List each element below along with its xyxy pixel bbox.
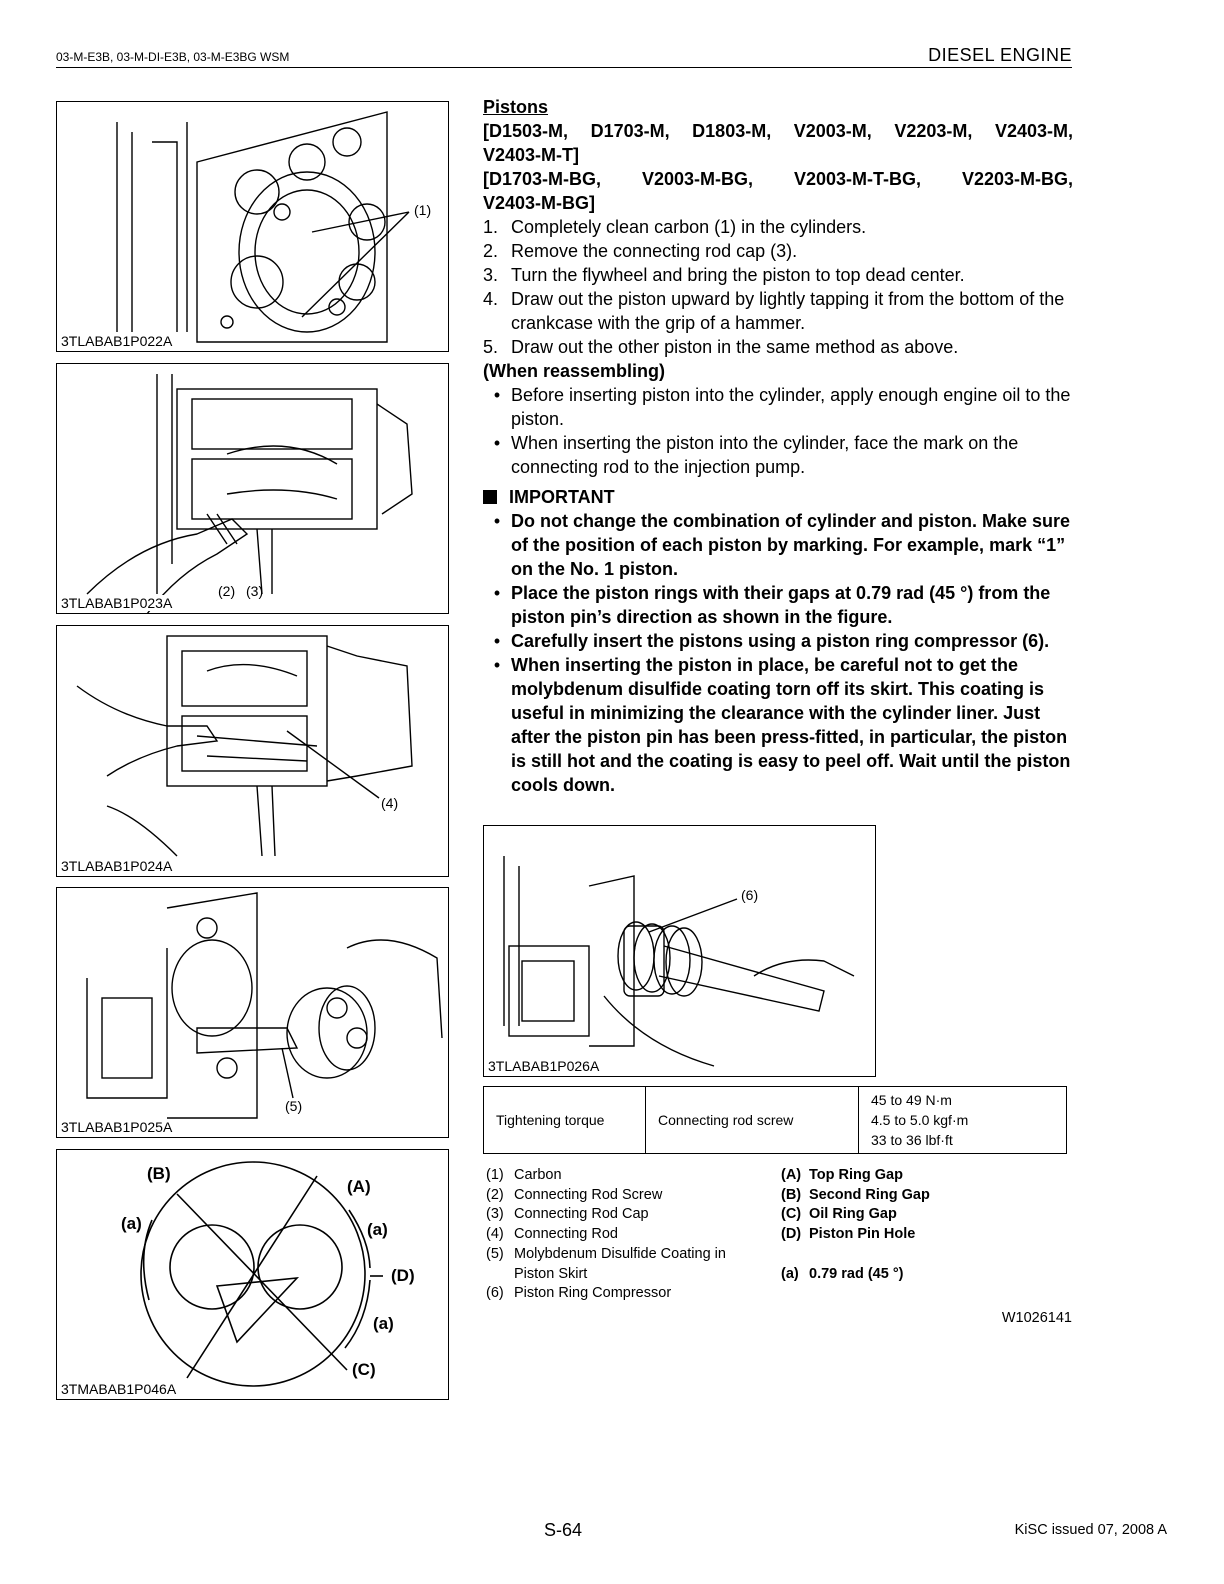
important-item: • Carefully insert the pistons using a piston ring compressor (6). [493, 631, 1050, 651]
engine-block-illustration-3 [57, 626, 449, 877]
legend-item: (4) Connecting Rod [486, 1226, 618, 1243]
legend-item: (A) Top Ring Gap [781, 1167, 903, 1183]
label-A: (A) [347, 1177, 371, 1196]
figure-code: 3TLABAB1P022A [61, 333, 173, 349]
reassembly-heading: (When reassembling) [483, 361, 666, 381]
important-item: • Do not change the combination of cylinder and piston. Make sure of the position of each piston by marking. For example, mark “1” on the No. 1 piston. [493, 511, 1071, 579]
bullet-item: • Before inserting piston into the cylinder, apply enough engine oil to the piston. [493, 385, 1071, 429]
label-B: (B) [147, 1164, 171, 1183]
legend-item: (6) Piston Ring Compressor [486, 1285, 672, 1302]
torque-part: Connecting rod screw [646, 1087, 859, 1154]
legend-parts [486, 1166, 726, 1304]
legend-item: (2) Connecting Rod Screw [486, 1186, 663, 1203]
step-item: 4. Draw out the piston upward by lightly tapping it from the bottom of the crankcase with the grip of a hammer. [483, 289, 1065, 333]
issue-info: KiSC issued 07, 2008 A [1014, 1522, 1167, 1538]
step-item: 3. Turn the flywheel and bring the piston to top dead center. [483, 265, 965, 285]
legend-item: (3) Connecting Rod Cap [486, 1206, 649, 1223]
label-a-right-top: (a) [367, 1220, 388, 1239]
step-item: 5. Draw out the other piston in the same method as above. [483, 337, 959, 357]
figure-code: 3TLABAB1P024A [61, 858, 173, 874]
page-number: S-64 [544, 1520, 583, 1540]
legend-item: (5) Molybdenum Disulfide Coating in [486, 1245, 726, 1262]
legend-item: (C) Oil Ring Gap [781, 1206, 897, 1223]
legend-ring-gaps [781, 1166, 930, 1284]
legend-item: (a) 0.79 rad (45 °) [781, 1265, 904, 1282]
models-list-1: [D1503-M, D1703-M, D1803-M, V2003-M, V2203-M, V2403-M, [483, 121, 1073, 141]
figure-code: 3TLABAB1P025A [61, 1119, 173, 1135]
document-code: W1026141 [1001, 1310, 1072, 1326]
label-C: (C) [352, 1360, 376, 1379]
bullet-item: • When inserting the piston into the cylinder, face the mark on the connecting rod to the injection pump. [493, 433, 1019, 477]
legend-item: (B) Second Ring Gap [781, 1186, 930, 1203]
models-list-2: [D1703-M-BG, V2003-M-BG, V2003-M-T-BG, V2203-M-BG, [483, 169, 1073, 189]
main-text [483, 95, 1073, 797]
label-D: (D) [391, 1266, 415, 1285]
step-item: 2. Remove the connecting rod cap (3). [483, 241, 798, 261]
engine-block-illustration-1 [57, 102, 449, 352]
figure-code: 3TLABAB1P026A [488, 1058, 600, 1074]
engine-block-illustration-2 [57, 364, 449, 614]
torque-spec-table [483, 1086, 1067, 1154]
legend-item: (D) Piston Pin Hole [781, 1226, 916, 1243]
legend-item: Piston Skirt [514, 1265, 588, 1282]
important-item: • Place the piston rings with their gaps at 0.79 rad (45 °) from the piston pin’s direction as shown in the figure. [493, 583, 1051, 627]
figure-piston-skirt [56, 887, 449, 1138]
callout-3: (3) [246, 583, 264, 599]
legend-spacer [781, 1245, 930, 1265]
models-list-1-cont: V2403-M-T] [483, 145, 580, 165]
figure-carbon-cylinders [56, 101, 449, 352]
header-doc-ref: 03-M-E3B, 03-M-DI-E3B, 03-M-E3BG WSM [56, 50, 290, 64]
torque-label: Tightening torque [484, 1087, 646, 1154]
callout-2: (2) [218, 583, 236, 599]
label-a-left: (a) [121, 1214, 142, 1233]
legend-item: (1) Carbon [486, 1167, 562, 1183]
figure-code: 3TLABAB1P023A [61, 595, 173, 611]
figure-code: 3TMABAB1P046A [61, 1381, 177, 1397]
figure-piston-removal [56, 625, 449, 877]
important-item: • When inserting the piston in place, be careful not to get the molybdenum disulfide coating torn off its skirt. This coating is useful in minimizing the clearance with the cylinder liner. Just after the piston pin has been press-fitted, in particular, the piston is still hot and the coating is easy to peel off. Wait until the piston cools down. [493, 655, 1071, 795]
square-bullet-icon [483, 490, 497, 504]
figure-ring-gap-diagram [56, 1149, 449, 1400]
piston-illustration [57, 888, 449, 1138]
callout-1: (1) [414, 202, 432, 218]
callout-5: (5) [285, 1098, 303, 1114]
figure-ring-compressor [483, 825, 876, 1077]
header-section: DIESEL ENGINE [928, 45, 1072, 65]
callout-4: (4) [381, 795, 399, 811]
header-divider [56, 67, 1072, 68]
important-heading: IMPORTANT [483, 485, 1073, 509]
label-a-right-bottom: (a) [373, 1314, 394, 1333]
step-item: 1. Completely clean carbon (1) in the cylinders. [483, 217, 867, 237]
callout-6: (6) [741, 887, 759, 903]
torque-values: 45 to 49 N·m 4.5 to 5.0 kgf·m 33 to 36 lbf·ft [859, 1087, 1067, 1154]
ring-compressor-illustration [484, 826, 876, 1077]
figure-rod-cap-removal [56, 363, 449, 614]
section-title: Pistons [483, 97, 549, 117]
models-list-2-cont: V2403-M-BG] [483, 193, 596, 213]
